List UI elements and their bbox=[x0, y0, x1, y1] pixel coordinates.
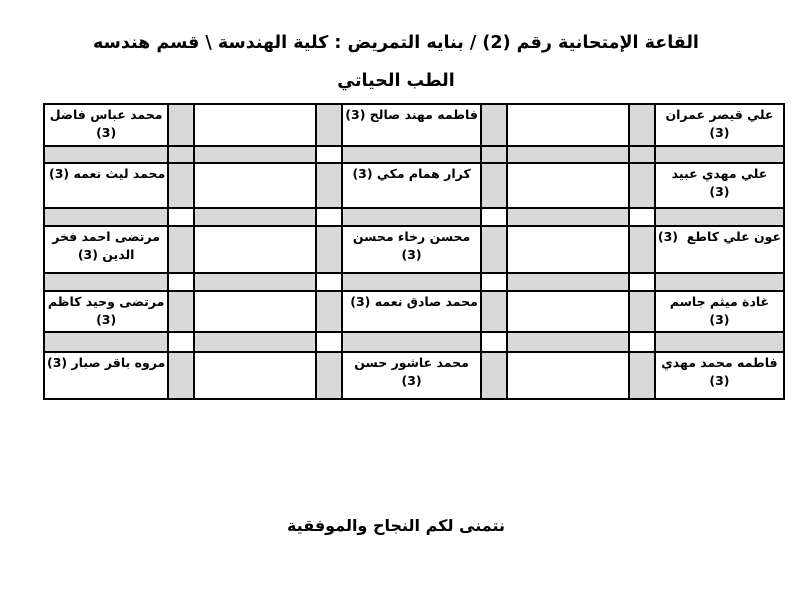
page-title bbox=[0, 24, 792, 100]
empty-cell bbox=[342, 273, 481, 291]
student-name-line: (3) bbox=[96, 125, 117, 140]
title-line-1: القاعة الإمتحانية رقم (2) / بنايه التمريض : كلية الهندسة \ قسم هندسه bbox=[93, 33, 699, 53]
empty-cell bbox=[655, 273, 784, 291]
aisle-cell bbox=[481, 208, 507, 226]
empty-cell bbox=[507, 163, 629, 208]
empty-cell bbox=[44, 146, 168, 163]
student-name-line: (3) bbox=[709, 312, 730, 327]
empty-cell bbox=[194, 226, 316, 273]
aisle-cell bbox=[629, 163, 655, 208]
student-name-line: (3) bbox=[709, 373, 730, 388]
student-name-line: محمد عباس فاضل bbox=[49, 107, 163, 122]
empty-cell bbox=[342, 208, 481, 226]
seat-row bbox=[44, 226, 784, 273]
aisle-cell bbox=[629, 352, 655, 399]
empty-cell bbox=[507, 104, 629, 146]
aisle-cell bbox=[168, 273, 194, 291]
empty-cell bbox=[194, 146, 316, 163]
student-name-line: (3) bbox=[709, 184, 730, 199]
student-name-line: محمد ليث نعمه (3) bbox=[49, 166, 166, 181]
empty-cell bbox=[507, 291, 629, 332]
aisle-cell bbox=[481, 352, 507, 399]
empty-cell bbox=[655, 332, 784, 352]
student-cell bbox=[655, 291, 784, 332]
empty-cell bbox=[194, 352, 316, 399]
aisle-cell bbox=[629, 208, 655, 226]
aisle-cell bbox=[316, 352, 342, 399]
student-name-line: (3) bbox=[401, 373, 422, 388]
student-name-line: علي قيصر عمران bbox=[665, 107, 774, 122]
aisle-cell bbox=[629, 273, 655, 291]
empty-cell bbox=[507, 332, 629, 352]
student-cell bbox=[44, 352, 168, 399]
student-cell bbox=[342, 226, 481, 273]
seat-row bbox=[44, 291, 784, 332]
empty-cell bbox=[194, 163, 316, 208]
student-name-line: (3) bbox=[709, 125, 730, 140]
empty-cell bbox=[194, 208, 316, 226]
student-name-line: عون علي كاطع (3) bbox=[657, 229, 782, 244]
student-cell bbox=[655, 352, 784, 399]
empty-cell bbox=[655, 146, 784, 163]
aisle-cell bbox=[481, 226, 507, 273]
empty-cell bbox=[507, 226, 629, 273]
separator-row bbox=[44, 146, 784, 163]
aisle-cell bbox=[629, 104, 655, 146]
aisle-cell bbox=[629, 226, 655, 273]
student-cell bbox=[655, 226, 784, 273]
aisle-cell bbox=[481, 104, 507, 146]
aisle-cell bbox=[481, 332, 507, 352]
aisle-cell bbox=[481, 146, 507, 163]
student-name-line: كرار همام مكي (3) bbox=[352, 166, 471, 181]
empty-cell bbox=[342, 146, 481, 163]
aisle-cell bbox=[168, 146, 194, 163]
empty-cell bbox=[194, 291, 316, 332]
aisle-cell bbox=[481, 163, 507, 208]
student-name-line: محمد صادق نعمه (3) bbox=[350, 294, 478, 309]
student-name-line: فاطمه محمد مهدي bbox=[661, 355, 778, 370]
title-line-2: الطب الحياتي bbox=[337, 71, 455, 91]
aisle-cell bbox=[168, 163, 194, 208]
student-cell bbox=[44, 104, 168, 146]
student-name-line: محمد عاشور حسن bbox=[354, 355, 469, 370]
empty-cell bbox=[342, 332, 481, 352]
student-cell bbox=[44, 226, 168, 273]
separator-row bbox=[44, 332, 784, 352]
student-name-line: مروه باقر صبار (3) bbox=[47, 355, 166, 370]
student-name-line: مرتضى احمد فخر bbox=[52, 229, 161, 244]
student-cell bbox=[44, 163, 168, 208]
student-name-line: علي مهدي عبيد bbox=[671, 166, 768, 181]
aisle-cell bbox=[316, 273, 342, 291]
empty-cell bbox=[507, 146, 629, 163]
student-cell bbox=[342, 352, 481, 399]
empty-cell bbox=[44, 208, 168, 226]
aisle-cell bbox=[629, 146, 655, 163]
aisle-cell bbox=[629, 291, 655, 332]
aisle-cell bbox=[316, 332, 342, 352]
footer-message: نتمنى لكم النجاح والموفقية bbox=[286, 516, 506, 535]
aisle-cell bbox=[316, 226, 342, 273]
empty-cell bbox=[655, 208, 784, 226]
student-name-line: محسن رخاء محسن bbox=[352, 229, 471, 244]
student-cell bbox=[342, 104, 481, 146]
student-cell bbox=[655, 104, 784, 146]
student-name-line: (3) bbox=[96, 312, 117, 327]
student-name-line: فاطمه مهند صالح (3) bbox=[345, 107, 478, 122]
aisle-cell bbox=[629, 332, 655, 352]
student-name-line: (3) bbox=[401, 247, 422, 262]
student-cell bbox=[44, 291, 168, 332]
separator-row bbox=[44, 273, 784, 291]
aisle-cell bbox=[316, 208, 342, 226]
student-cell bbox=[342, 163, 481, 208]
aisle-cell bbox=[168, 208, 194, 226]
empty-cell bbox=[507, 352, 629, 399]
student-name-line: الدين (3) bbox=[77, 247, 135, 262]
empty-cell bbox=[44, 332, 168, 352]
aisle-cell bbox=[481, 273, 507, 291]
student-name-line: غادة ميثم جاسم bbox=[669, 294, 770, 309]
empty-cell bbox=[194, 104, 316, 146]
aisle-cell bbox=[316, 146, 342, 163]
aisle-cell bbox=[481, 291, 507, 332]
student-cell bbox=[342, 291, 481, 332]
aisle-cell bbox=[168, 291, 194, 332]
student-name-line: مرتضى وحيد كاظم bbox=[47, 294, 165, 309]
aisle-cell bbox=[316, 291, 342, 332]
empty-cell bbox=[194, 332, 316, 352]
seat-row bbox=[44, 352, 784, 399]
separator-row bbox=[44, 208, 784, 226]
empty-cell bbox=[507, 208, 629, 226]
aisle-cell bbox=[316, 163, 342, 208]
empty-cell bbox=[44, 273, 168, 291]
aisle-cell bbox=[316, 104, 342, 146]
aisle-cell bbox=[168, 332, 194, 352]
seat-row bbox=[44, 163, 784, 208]
student-cell bbox=[655, 163, 784, 208]
empty-cell bbox=[194, 273, 316, 291]
seating-table bbox=[43, 103, 785, 400]
aisle-cell bbox=[168, 104, 194, 146]
empty-cell bbox=[507, 273, 629, 291]
seat-row bbox=[44, 104, 784, 146]
aisle-cell bbox=[168, 226, 194, 273]
aisle-cell bbox=[168, 352, 194, 399]
